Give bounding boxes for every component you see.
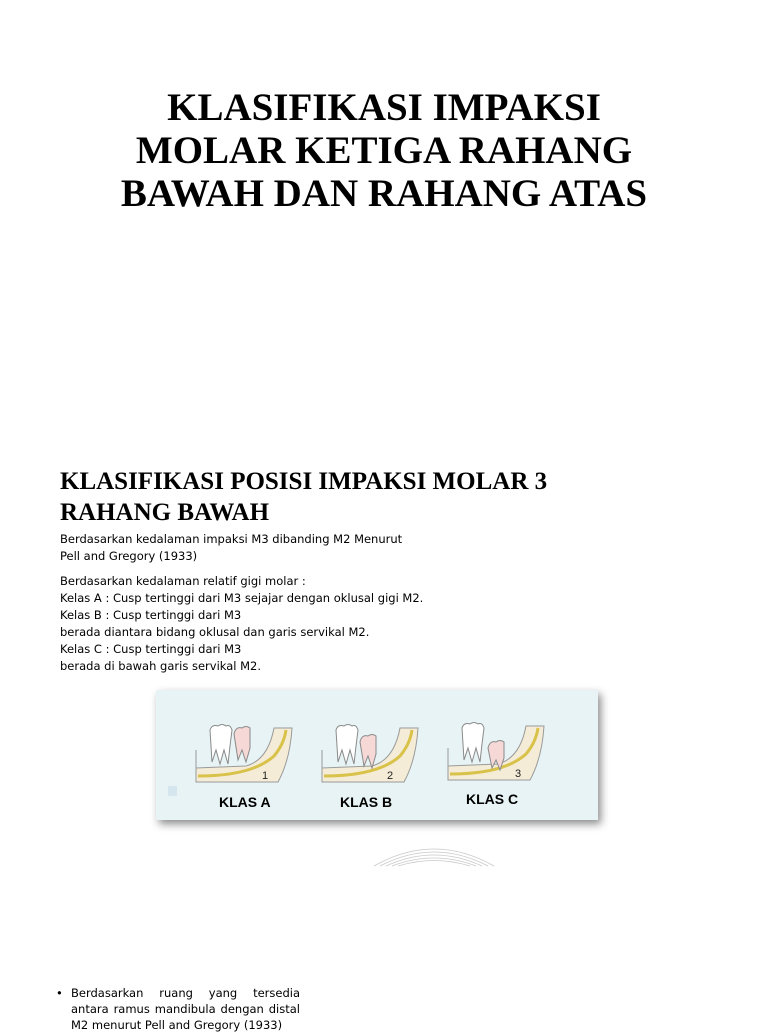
slide-title-line: MOLAR KETIGA RAHANG [135, 129, 633, 172]
intro-line: Berdasarkan kedalaman impaksi M3 dibanding M2 Menurut [60, 532, 403, 546]
panel-number: 1 [262, 770, 269, 782]
panel-number: 3 [515, 768, 522, 780]
impaction-class-figure [156, 690, 598, 820]
bullet-line: Berdasarkan ruang yang tersedia [71, 986, 300, 1000]
intro-line: Pell and Gregory (1933) [60, 549, 198, 563]
description-line: Kelas B : Cusp tertinggi dari M3 [60, 608, 242, 622]
panel-number: 2 [387, 770, 394, 782]
section-heading-line: RAHANG BAWAH [60, 499, 270, 526]
class-b-label: KLAS B [340, 794, 393, 810]
decorative-arc [372, 838, 496, 868]
intro-text [60, 531, 480, 565]
description-line: berada di bawah garis servikal M2. [60, 659, 262, 673]
description-line: Kelas A : Cusp tertinggi dari M3 sejajar dengan oklusal gigi M2. [60, 591, 424, 605]
bullet-line: antara ramus mandibula dengan distal [71, 1002, 300, 1016]
tooth-m3 [234, 727, 250, 763]
description-line: Kelas C : Cusp tertinggi dari M3 [60, 642, 242, 656]
bullet-dot: • [56, 986, 63, 1000]
description-line: berada diantara bidang oklusal dan garis servikal M2. [60, 625, 370, 639]
class-description [60, 573, 480, 675]
tooth-m2 [336, 725, 358, 765]
class-b-diagram [322, 725, 418, 783]
section-heading [60, 466, 680, 528]
slide-title-line: KLASIFIKASI IMPAKSI [167, 86, 601, 129]
bullet-item [56, 985, 300, 1033]
section-heading-line: KLASIFIKASI POSISI IMPAKSI MOLAR 3 [60, 468, 548, 495]
description-line: Berdasarkan kedalaman relatif gigi molar : [60, 574, 306, 588]
bullet-line: M2 menurut Pell and Gregory (1933) [71, 1018, 283, 1032]
figure-marker [168, 786, 177, 796]
tooth-m2 [462, 723, 484, 763]
class-a-diagram [196, 725, 292, 783]
class-a-label: KLAS A [219, 794, 271, 810]
tooth-m3 [360, 735, 376, 769]
slide-title-line: BAWAH DAN RAHANG ATAS [120, 172, 648, 215]
tooth-m2 [210, 725, 232, 765]
bullet-text [71, 985, 300, 1033]
class-c-diagram [448, 723, 544, 781]
slide-title [60, 86, 708, 215]
class-c-label: KLAS C [466, 791, 519, 807]
